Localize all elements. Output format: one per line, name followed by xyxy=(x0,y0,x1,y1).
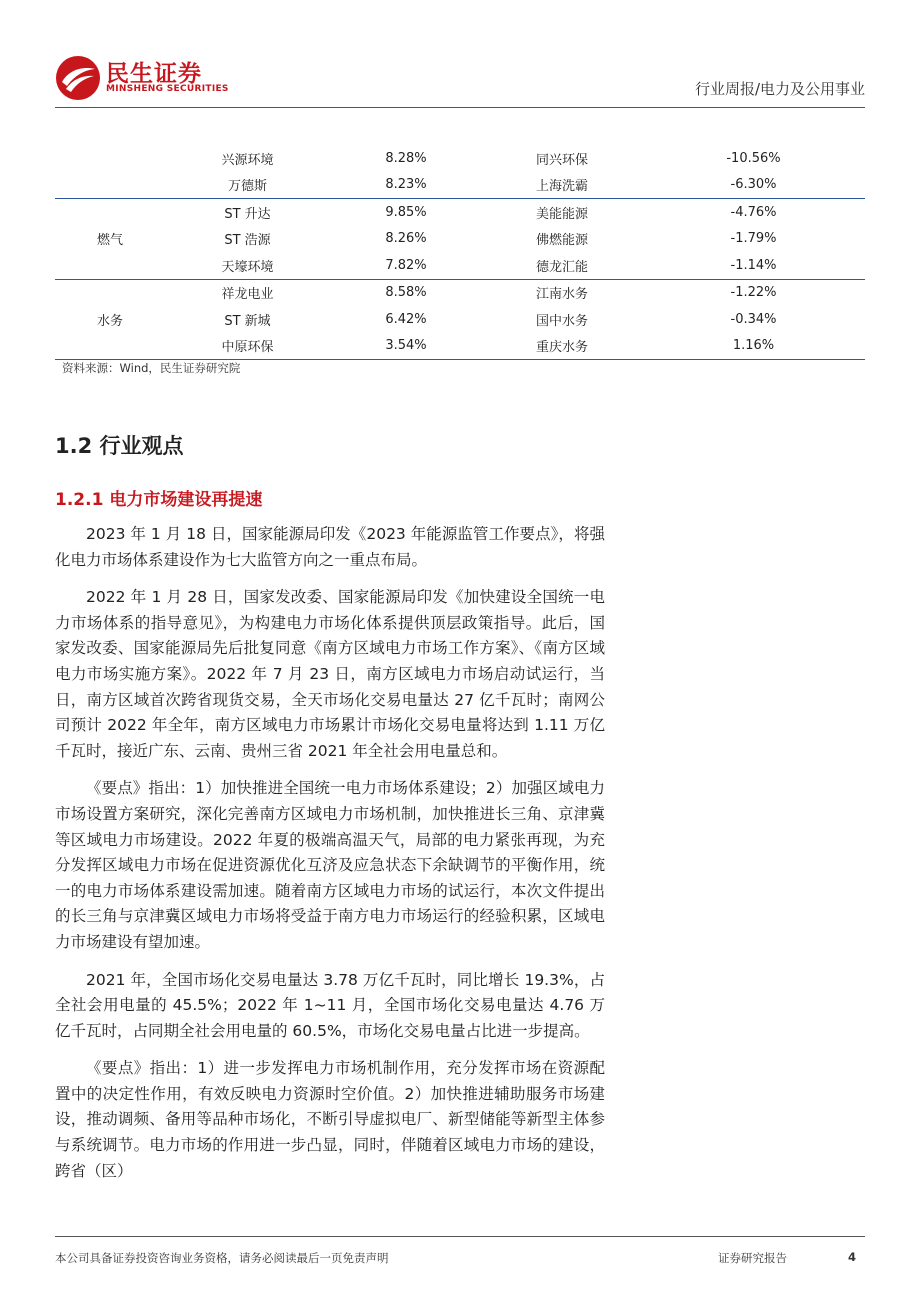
gainer-change-cell: 8.23% xyxy=(330,172,482,199)
gainer-name-cell: ST 浩源 xyxy=(224,233,271,249)
gainer-change-cell: 6.42% xyxy=(385,311,427,327)
loser-change-cell: -4.76% xyxy=(730,204,777,220)
gainer-change-cell: 9.85% xyxy=(385,204,427,220)
footer-divider xyxy=(55,1236,865,1237)
header-divider xyxy=(55,107,865,108)
gainer-name-cell: ST 升达 xyxy=(224,206,271,222)
gainer-change-cell: 3.54% xyxy=(330,333,482,360)
stock-performance-table xyxy=(55,145,865,360)
page-header xyxy=(0,0,920,110)
gainer-name-cell: ST 新城 xyxy=(224,313,271,329)
table-source-note: 资料来源：Wind，民生证券研究院 xyxy=(62,361,241,375)
loser-change-cell: -0.34% xyxy=(730,311,777,327)
table-row xyxy=(55,279,865,306)
body-paragraph: 《要点》指出：1）加快推进全国统一电力市场体系建设；2）加强区域电力市场设置方案研究，深化完善南方区域电力市场机制，加快推进长三角、京津冀等区域电力市场建设。2022 年夏的极端高温天气，局部的电力紧张再现，为充分发挥区域电力市场在促进资源优化互济及应急状态下余缺调节的平衡作用，统一的电力市场体系建设需加速。随着南方区域电力市场的试运行，本次文件提出的长三角与京津冀区域电力市场将受益于南方电力市场运行的经验积累，区域电力市场建设有望加速。 xyxy=(55,779,605,951)
gainer-change-cell: 8.58% xyxy=(385,285,427,301)
body-paragraph: 2021 年，全国市场化交易电量达 3.78 万亿千瓦时，同比增长 19.3%，占全社会用电量的 45.5%；2022 年 1~11 月，全国市场化交易电量达 4.76 万亿千瓦时，占同期全社会用电量的 60.5%，市场化交易电量占比进一步提高。 xyxy=(55,970,605,1040)
sector-cell xyxy=(55,172,165,199)
loser-name-cell: 重庆水务 xyxy=(482,333,642,360)
gainer-name-cell: 中原环保 xyxy=(165,333,330,360)
gainer-name-cell: 兴源环境 xyxy=(221,152,274,168)
sector-cell xyxy=(55,145,165,172)
loser-change-cell: -10.56% xyxy=(726,150,781,166)
logo-text-en: MINSHENG SECURITIES xyxy=(106,84,229,94)
loser-name-cell: 佛燃能源 xyxy=(535,233,588,249)
sector-cell xyxy=(55,199,165,226)
table-row xyxy=(55,199,865,226)
footer-report-type: 证券研究报告 xyxy=(718,1251,787,1265)
report-category-title: 行业周报/电力及公用事业 xyxy=(694,80,865,98)
sector-cell: 水务 xyxy=(96,313,123,329)
gainer-change-cell: 8.28% xyxy=(385,150,427,166)
loser-name-cell: 美能能源 xyxy=(535,206,588,222)
loser-change-cell: -1.14% xyxy=(642,252,865,279)
sector-cell xyxy=(55,333,165,360)
table-row xyxy=(55,145,865,172)
loser-name-cell: 同兴环保 xyxy=(535,152,588,168)
loser-name-cell: 国中水务 xyxy=(535,313,588,329)
sector-cell: 燃气 xyxy=(96,233,123,249)
logo-text-cn: 民生证券 xyxy=(106,61,202,87)
loser-change-cell: -1.22% xyxy=(730,285,777,301)
subsection-heading: 1.2.1 电力市场建设再提速 xyxy=(55,490,263,510)
gainer-name-cell: 天壕环境 xyxy=(165,252,330,279)
sector-cell xyxy=(55,252,165,279)
body-paragraph: 2022 年 1 月 28 日，国家发改委、国家能源局印发《加快建设全国统一电力市场体系的指导意见》，为构建电力市场化体系提供顶层政策指导。此后，国家发改委、国家能源局先后批复同意《南方区域电力市场工作方案》、《南方区域电力市场实施方案》。2022 年 7 月 23 日，南方区域电力市场启动试运行，当日，南方区域首次跨省现货交易，全天市场化交易电量达 27 亿千瓦时；南网公司预计 2022 年全年，南方区域电力市场累计市场化交易电量将达到 1.11 万亿千瓦时，接近广东、云南、贵州三省 2021 年全社会用电量总和。 xyxy=(55,588,605,760)
footer-disclaimer: 本公司具备证券投资咨询业务资格，请务必阅读最后一页免责声明 xyxy=(55,1251,389,1265)
loser-change-cell: -6.30% xyxy=(642,172,865,199)
sector-cell xyxy=(55,279,165,306)
gainer-change-cell: 8.26% xyxy=(385,231,427,247)
loser-name-cell: 江南水务 xyxy=(535,287,588,303)
gainer-name-cell: 祥龙电业 xyxy=(221,287,274,303)
table-row xyxy=(55,333,865,360)
table-row xyxy=(55,226,865,253)
section-heading: 1.2 行业观点 xyxy=(55,434,184,458)
minsheng-logo-icon xyxy=(55,55,101,101)
body-paragraph: 《要点》指出：1）进一步发挥电力市场机制作用，充分发挥市场在资源配置中的决定性作用，有效反映电力资源时空价值。2）加快推进辅助服务市场建设，推动调频、备用等品种市场化，不断引导虚拟电厂、新型储能等新型主体参与系统调节。电力市场的作用进一步凸显，同时，伴随着区域电力市场的建设，跨省（区） xyxy=(55,1059,605,1180)
table-row xyxy=(55,172,865,199)
loser-name-cell: 德龙汇能 xyxy=(482,252,642,279)
table-row xyxy=(55,252,865,279)
page-number: 4 xyxy=(848,1250,857,1264)
gainer-name-cell: 万德斯 xyxy=(165,172,330,199)
table-row xyxy=(55,306,865,333)
loser-name-cell: 上海洗霸 xyxy=(482,172,642,199)
gainer-change-cell: 7.82% xyxy=(330,252,482,279)
loser-change-cell: -1.79% xyxy=(730,231,777,247)
article-body xyxy=(55,522,605,1196)
loser-change-cell: 1.16% xyxy=(642,333,865,360)
body-paragraph: 2023 年 1 月 18 日，国家能源局印发《2023 年能源监管工作要点》，将强化电力市场体系建设作为七大监管方向之一重点布局。 xyxy=(55,525,605,569)
